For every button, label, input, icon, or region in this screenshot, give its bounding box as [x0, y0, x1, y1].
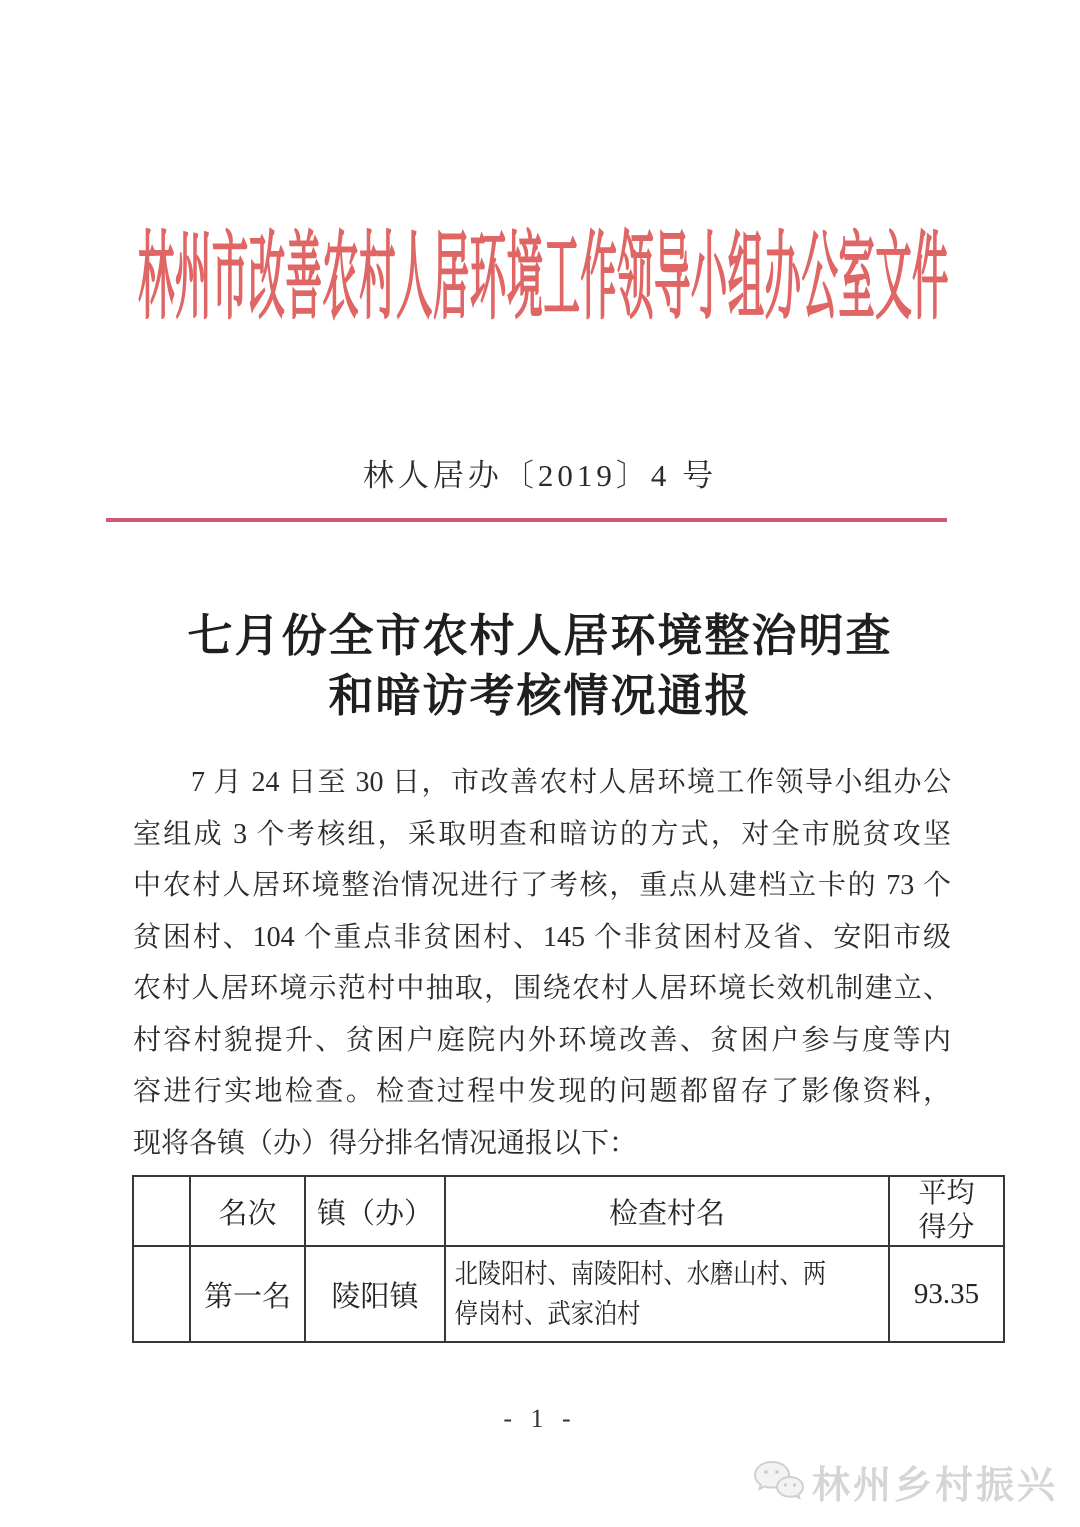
- villages-line1: 北陵阳村、南陵阳村、水磨山村、两: [454, 1259, 827, 1289]
- page-number: - 1 -: [503, 1404, 577, 1433]
- body-line: 室组成 3 个考核组，采取明查和暗访的方式，对全市脱贫攻坚: [133, 818, 951, 850]
- letterhead: [138, 226, 948, 336]
- body-line: 农村人居环境示范村中抽取，围绕农村人居环境长效机制建立、: [133, 973, 951, 1004]
- header-villages-cell: 检查村名: [445, 1176, 889, 1246]
- body-line: 贫困村、104 个重点非贫困村、145 个非贫困村及省、安阳市级: [133, 921, 951, 953]
- body-paragraph: [133, 757, 951, 1169]
- header-blank-cell: [133, 1176, 190, 1246]
- body-line: 中农村人居环境整治情况进行了考核，重点从建档立卡的 73 个: [133, 870, 951, 901]
- red-divider-line: [106, 518, 947, 522]
- row-rank-cell: 第一名: [190, 1246, 305, 1342]
- table-header-row: [133, 1176, 1004, 1246]
- wechat-icon: [752, 1459, 804, 1503]
- document-number: 林人居办〔2019〕4 号: [362, 458, 718, 493]
- body-line: 村容村貌提升、贫困户庭院内外环境改善、贫困户参与度等内: [133, 1024, 951, 1056]
- header-score-cell: [889, 1176, 1004, 1246]
- watermark-label: 林州乡村振兴: [811, 1464, 1058, 1507]
- watermark: [752, 1456, 1058, 1506]
- row-villages-cell: [445, 1246, 889, 1342]
- row-blank-cell: [133, 1246, 190, 1342]
- body-line: 现将各镇（办）得分排名情况通报以下：: [133, 1127, 638, 1159]
- letterhead-red-title: 林州市改善农村人居环境工作领导小组办公室文件: [138, 224, 949, 331]
- row-score-cell: 93.35: [889, 1246, 1004, 1342]
- header-score-line1: 平均: [918, 1178, 975, 1209]
- document-title-line1: 七月份全市农村人居环境整治明查: [187, 611, 893, 661]
- villages-line2: 停岗村、武家泊村: [454, 1299, 641, 1329]
- header-rank-cell: 名次: [190, 1176, 305, 1246]
- header-town-cell: 镇（办）: [305, 1176, 445, 1246]
- document-title-line2: 和暗访考核情况通报: [328, 671, 752, 721]
- header-score-line2: 得分: [918, 1212, 975, 1243]
- body-line: 7 月 24 日至 30 日，市改善农村人居环境工作领导小组办公: [191, 767, 951, 798]
- body-line: 容进行实地检查。检查过程中发现的问题都留存了影像资料，: [133, 1076, 951, 1107]
- score-table: [132, 1175, 1005, 1343]
- row-town-cell: 陵阳镇: [305, 1246, 445, 1342]
- table-row: [133, 1246, 1004, 1342]
